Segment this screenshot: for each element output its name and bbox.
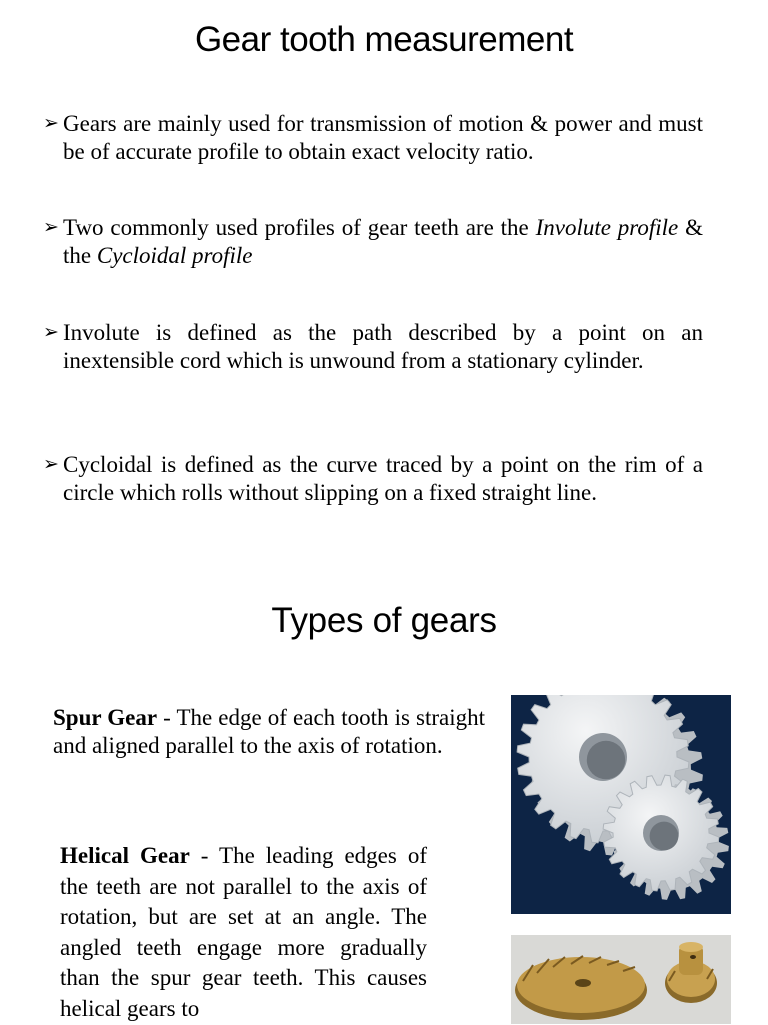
cycloidal-term: Cycloidal profile xyxy=(96,243,253,268)
bullet-item xyxy=(43,214,703,270)
bullet-item xyxy=(43,319,703,375)
gear-bore-shadow xyxy=(587,741,625,779)
section-title: Types of gears xyxy=(271,601,497,640)
bullet-text-part: & the xyxy=(63,215,704,268)
bullet-text: Involute is defined as the path described by a point on an inextensible cord which is unwound from a stationary cylinder. xyxy=(63,320,703,373)
arrow-bullet-icon: ➢ xyxy=(43,322,59,343)
helical-gear-description xyxy=(60,841,427,1025)
gear-bore-shadow xyxy=(650,822,679,851)
spur-gears-image xyxy=(511,695,731,914)
spur-gear-term: Spur Gear xyxy=(53,705,158,730)
arrow-bullet-icon: ➢ xyxy=(43,113,59,134)
bullet-text: Gears are mainly used for transmission of motion & power and must be of accurate profile to obtain exact velocity ratio. xyxy=(63,111,703,164)
bullet-item xyxy=(43,451,703,507)
bullet-item xyxy=(43,110,703,166)
helical-gear-text: - The leading edges of the teeth are not parallel to the axis of rotation, but are set at an angle. The angled teeth engage more gradually than the spur gear teeth. This causes helical gears to xyxy=(60,843,427,1021)
bullet-text xyxy=(63,214,703,270)
spur-gear-description xyxy=(53,704,485,760)
helical-gear-term: Helical Gear xyxy=(60,843,190,868)
bullet-text: Cycloidal is defined as the curve traced by a point on the rim of a circle which rolls without slipping on a fixed straight line. xyxy=(63,452,703,505)
involute-term: Involute profile xyxy=(535,215,679,240)
arrow-bullet-icon: ➢ xyxy=(43,454,59,475)
spur-gear-text: - The edge of each tooth is straight and aligned parallel to the axis of rotation. xyxy=(53,705,485,758)
helical-gears-image xyxy=(511,935,731,1024)
bullet-text-part: Two commonly used profiles of gear teeth are the xyxy=(63,215,536,240)
arrow-bullet-icon: ➢ xyxy=(43,217,59,238)
slide-title: Gear tooth measurement xyxy=(194,20,574,59)
